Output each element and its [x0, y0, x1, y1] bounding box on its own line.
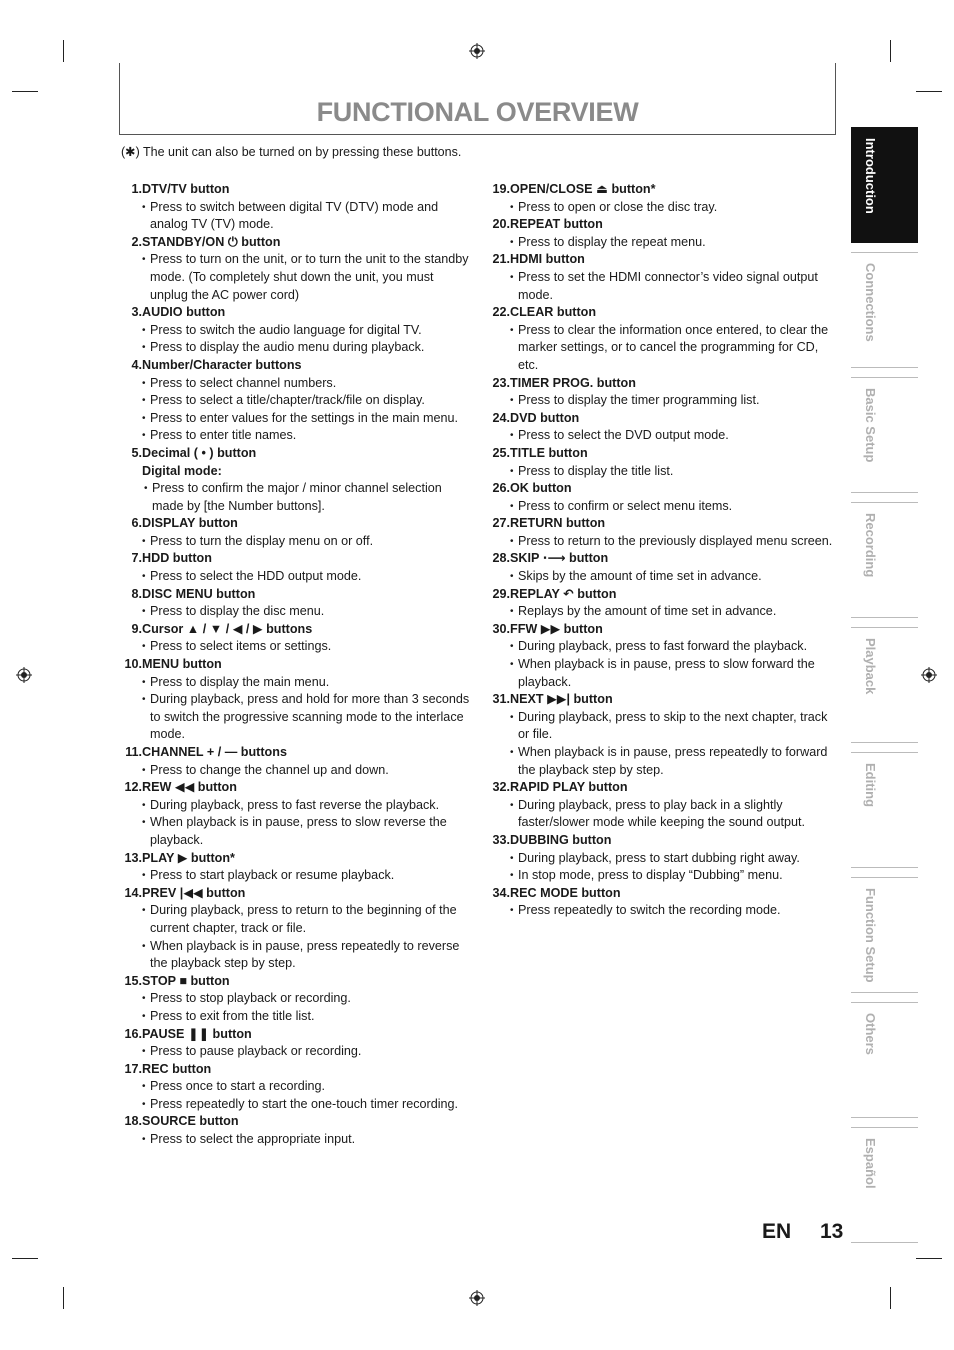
item-title: DTV/TV button [142, 182, 230, 196]
bullet-item: • Press to return to the previously displayed menu screen. [489, 533, 839, 551]
tab-function-setup[interactable] [851, 877, 918, 993]
function-item [121, 779, 471, 849]
bullet-list [121, 1131, 471, 1149]
function-item [489, 410, 839, 445]
bullet-item: • Press repeatedly to start the one-touch timer recording. [121, 1096, 471, 1114]
bullet-item: • Press to clear the information once entered, to clear the marker settings, or to cancel the programming for CD, etc. [489, 322, 839, 375]
item-title: OPEN/CLOSE ⏏ button* [510, 182, 656, 196]
bullet-item: • Press to enter values for the settings in the main menu. [121, 410, 471, 428]
function-item [121, 304, 471, 357]
function-item [489, 251, 839, 304]
bullet-item: • Press to turn on the unit, or to turn the unit to the standby mode. (To completely shut down the unit, you must unplug the AC power cord) [121, 251, 471, 304]
item-heading [121, 779, 471, 797]
item-number: 6. [131, 516, 142, 531]
item-heading [121, 850, 471, 868]
bullet-item: • Press to display the title list. [489, 463, 839, 481]
bullet-item: • Press to pause playback or recording. [121, 1043, 471, 1061]
item-heading [489, 251, 839, 269]
registration-mark-icon [16, 667, 32, 683]
item-title: Decimal ( • ) button [142, 445, 257, 460]
item-heading [121, 515, 471, 533]
item-heading [489, 304, 839, 322]
crop-mark [916, 91, 942, 92]
bullet-list [121, 251, 471, 304]
item-number: 33. [492, 832, 510, 847]
item-heading [121, 357, 471, 375]
left-column [121, 181, 471, 1149]
item-number: 28. [492, 551, 510, 566]
item-title: PREV |◀◀ button [142, 885, 246, 900]
bullet-list [121, 533, 471, 551]
item-heading [489, 586, 839, 604]
function-item [121, 850, 471, 885]
item-heading [121, 885, 471, 903]
item-number: 2. [131, 234, 142, 249]
item-number: 18. [124, 1114, 142, 1129]
item-heading [489, 691, 839, 709]
function-item [489, 216, 839, 251]
item-number: 21. [492, 252, 510, 267]
item-heading [121, 181, 471, 199]
bullet-item: • Press to start playback or resume playback. [121, 867, 471, 885]
bullet-item: • During playback, press to fast forward the playback. [489, 638, 839, 656]
function-item [489, 621, 839, 691]
bullet-item: • Press to exit from the title list. [121, 1008, 471, 1026]
bullet-list [121, 797, 471, 850]
function-item [489, 885, 839, 920]
function-item [121, 1061, 471, 1114]
bullet-list [121, 867, 471, 885]
function-item [121, 550, 471, 585]
item-title: MENU button [142, 657, 222, 672]
bullet-list [121, 480, 471, 515]
item-title: PLAY ▶ button* [142, 850, 235, 865]
item-number: 9. [131, 621, 142, 636]
item-heading [121, 973, 471, 991]
bullet-item: • Press to select the appropriate input. [121, 1131, 471, 1149]
function-item [489, 181, 839, 216]
item-number: 5. [131, 445, 142, 460]
item-number: 31. [492, 692, 510, 707]
bullet-list [489, 498, 839, 516]
item-number: 20. [492, 217, 510, 232]
bullet-item: • Replays by the amount of time set in advance. [489, 603, 839, 621]
bullet-list [489, 797, 839, 832]
bullet-item: • During playback, press to play back in a slightly faster/slower mode while keeping the sound output. [489, 797, 839, 832]
item-title: TITLE button [510, 445, 588, 460]
bullet-list [121, 762, 471, 780]
bullet-item: • When playback is in pause, press repeatedly to forward the playback step by step. [489, 744, 839, 779]
bullet-item: • Press to select items or settings. [121, 638, 471, 656]
item-heading [489, 216, 839, 234]
tab-label: Basic Setup [863, 388, 878, 463]
item-number: 17. [124, 1061, 142, 1076]
item-number: 29. [492, 586, 510, 601]
item-number: 11. [125, 745, 142, 759]
bullet-list [121, 638, 471, 656]
item-title: REC button [142, 1061, 212, 1076]
bullet-list [489, 322, 839, 375]
bullet-item: • During playback, press to skip to the next chapter, track or file. [489, 709, 839, 744]
bullet-list [489, 902, 839, 920]
function-item [489, 550, 839, 585]
tab-label: Español [863, 1138, 878, 1189]
bullet-list [121, 1078, 471, 1113]
bullet-item: • Press to confirm or select menu items. [489, 498, 839, 516]
right-column [489, 181, 839, 920]
bullet-item: • During playback, press to start dubbing right away. [489, 850, 839, 868]
item-title: REW ◀◀ button [142, 780, 237, 795]
bullet-item: • Press to stop playback or recording. [121, 990, 471, 1008]
item-heading [121, 550, 471, 568]
function-item [489, 375, 839, 410]
item-title: REPEAT button [510, 217, 603, 232]
function-item [489, 586, 839, 621]
item-number: 22. [492, 305, 510, 320]
item-title: DVD button [510, 410, 580, 425]
item-number: 23. [492, 375, 510, 390]
item-title: PAUSE ❚❚ button [142, 1026, 252, 1041]
bullet-item: • Press to display the audio menu during playback. [121, 339, 471, 357]
bullet-list [121, 199, 471, 234]
bullet-item: • Press to select the DVD output mode. [489, 427, 839, 445]
item-heading [489, 621, 839, 639]
item-heading [489, 832, 839, 850]
crop-mark [63, 1287, 64, 1309]
item-title: DUBBING button [510, 832, 612, 847]
bullet-item: • Press repeatedly to switch the recording mode. [489, 902, 839, 920]
bullet-list [121, 322, 471, 357]
item-title: Cursor ▲ / ▼ / ◀ / ▶ buttons [142, 621, 313, 636]
item-heading [489, 480, 839, 498]
item-heading [489, 550, 839, 568]
bullet-list [121, 1043, 471, 1061]
bullet-item: • During playback, press and hold for more than 3 seconds to switch the progressive scanning mode to the interlace mode. [121, 691, 471, 744]
language-label: EN [762, 1220, 792, 1243]
item-title: NEXT ▶▶| button [510, 692, 613, 707]
function-item [121, 885, 471, 973]
tab-recording[interactable] [851, 502, 918, 618]
bullet-item: • Press to enter title names. [121, 427, 471, 445]
item-title: SKIP ⋅⟶ button [510, 551, 609, 566]
bullet-item: • Press to select channel numbers. [121, 375, 471, 393]
bullet-item: • When playback is in pause, press to slow reverse the playback. [121, 814, 471, 849]
tab-label: Introduction [863, 138, 878, 214]
item-number: 3. [131, 305, 142, 320]
bullet-item: • Press to select a title/chapter/track/file on display. [121, 392, 471, 410]
bullet-item: • When playback is in pause, press repeatedly to reverse the playback step by step. [121, 938, 471, 973]
item-title: OK button [510, 481, 572, 496]
function-item [121, 181, 471, 234]
crop-mark [63, 40, 64, 62]
item-title: HDD button [142, 551, 212, 566]
bullet-item: • Press to switch the audio language for digital TV. [121, 322, 471, 340]
item-heading [121, 656, 471, 674]
item-title: CLEAR button [510, 305, 597, 320]
function-item [121, 656, 471, 744]
registration-mark-icon [469, 1290, 485, 1306]
bullet-item: • During playback, press to fast reverse the playback. [121, 797, 471, 815]
item-number: 14. [124, 885, 142, 900]
function-item [489, 779, 839, 832]
item-number: 8. [131, 586, 142, 601]
page-number: 13 [820, 1220, 844, 1243]
item-number: 10. [124, 657, 142, 672]
item-number: 4. [131, 357, 142, 372]
bullet-list [121, 375, 471, 445]
bullet-list [489, 533, 839, 551]
bullet-item: • Press to open or close the disc tray. [489, 199, 839, 217]
bullet-list [489, 269, 839, 304]
bullet-list [489, 850, 839, 885]
tab-espa-ol[interactable] [851, 1127, 918, 1243]
item-number: 19. [492, 182, 510, 196]
crop-mark [890, 40, 891, 62]
bullet-list [489, 199, 839, 217]
item-number: 32. [492, 780, 510, 795]
item-number: 16. [124, 1026, 142, 1041]
tab-label: Editing [863, 763, 878, 808]
function-item [121, 515, 471, 550]
bullet-list [489, 638, 839, 691]
function-item [489, 445, 839, 480]
item-title: REPLAY ↶ button [510, 586, 617, 601]
function-item [121, 1113, 471, 1148]
tab-label: Playback [863, 638, 878, 695]
bullet-item: • In stop mode, press to display “Dubbing” menu. [489, 867, 839, 885]
bullet-item: • Press to display the disc menu. [121, 603, 471, 621]
item-heading [121, 621, 471, 639]
function-item [121, 445, 471, 515]
item-number: 26. [492, 481, 510, 496]
item-heading [121, 586, 471, 604]
item-heading [489, 515, 839, 533]
bullet-item: • Press to switch between digital TV (DTV) mode and analog TV (TV) mode. [121, 199, 471, 234]
bullet-item: • Press to turn the display menu on or off. [121, 533, 471, 551]
bullet-item: • Press to confirm the major / minor channel selection made by [the Number buttons]. [121, 480, 471, 515]
item-number: 13. [124, 850, 142, 865]
item-heading [489, 410, 839, 428]
tab-others[interactable] [851, 1002, 918, 1118]
item-heading [121, 304, 471, 322]
bullet-item: • Press to display the repeat menu. [489, 234, 839, 252]
tab-connections[interactable] [851, 252, 918, 368]
item-title: RAPID PLAY button [510, 780, 628, 795]
bullet-item: • During playback, press to return to the beginning of the current chapter, track or file. [121, 902, 471, 937]
item-heading [489, 445, 839, 463]
item-title: RETURN button [510, 516, 606, 531]
bullet-item: • When playback is in pause, press to slow forward the playback. [489, 656, 839, 691]
item-number: 27. [492, 516, 510, 531]
function-item [489, 691, 839, 779]
item-number: 25. [492, 445, 510, 460]
tab-basic-setup[interactable] [851, 377, 918, 493]
item-title: AUDIO button [142, 305, 226, 320]
item-heading [121, 1061, 471, 1079]
item-heading [489, 779, 839, 797]
item-number: 12. [124, 780, 142, 795]
function-item [489, 832, 839, 885]
bullet-item: • Press to display the main menu. [121, 674, 471, 692]
function-item [121, 744, 471, 779]
item-heading [121, 445, 471, 463]
bullet-list [489, 427, 839, 445]
item-number: 1. [131, 182, 142, 196]
item-number: 7. [131, 551, 142, 566]
side-tabs [851, 127, 918, 1252]
item-heading [121, 744, 471, 762]
crop-mark [890, 1287, 891, 1309]
tab-playback[interactable] [851, 627, 918, 743]
crop-mark [12, 1258, 38, 1259]
item-title: STOP ■ button [142, 973, 230, 988]
tab-editing[interactable] [851, 752, 918, 868]
bullet-item: • Press to set the HDMI connector’s video signal output mode. [489, 269, 839, 304]
bullet-list [489, 603, 839, 621]
item-title: Number/Character buttons [142, 357, 302, 372]
function-item [489, 304, 839, 374]
bullet-item: • Skips by the amount of time set in advance. [489, 568, 839, 586]
registration-mark-icon [469, 43, 485, 59]
bullet-list [121, 990, 471, 1025]
page-title: FUNCTIONAL OVERVIEW [316, 97, 639, 127]
mode-label: Digital mode: [142, 463, 222, 478]
item-heading [489, 181, 839, 199]
item-title: STANDBY/ON ⏻ button [142, 234, 281, 249]
item-heading [121, 1026, 471, 1044]
item-title: REC MODE button [510, 885, 621, 900]
item-title: DISPLAY button [142, 516, 238, 531]
function-item [489, 480, 839, 515]
item-heading [489, 375, 839, 393]
item-number: 24. [492, 410, 510, 425]
tab-label: Connections [863, 263, 878, 342]
tab-introduction[interactable] [851, 127, 918, 243]
bullet-list [121, 902, 471, 972]
bullet-item: • Press to display the timer programming list. [489, 392, 839, 410]
item-heading [489, 885, 839, 903]
bullet-list [121, 674, 471, 744]
item-number: 30. [492, 621, 510, 636]
crop-mark [12, 91, 38, 92]
bullet-item: • Press to change the channel up and down. [121, 762, 471, 780]
item-title: FFW ▶▶ button [510, 621, 603, 636]
registration-mark-icon [921, 667, 937, 683]
bullet-item: • Press once to start a recording. [121, 1078, 471, 1096]
bullet-list [121, 603, 471, 621]
tab-label: Recording [863, 513, 878, 578]
item-title: SOURCE button [142, 1114, 239, 1129]
footnote: (✱) The unit can also be turned on by pressing these buttons. [121, 145, 462, 159]
function-item [121, 621, 471, 656]
bullet-list [489, 463, 839, 481]
function-item [121, 586, 471, 621]
function-item [489, 515, 839, 550]
bullet-list [489, 392, 839, 410]
function-item [121, 1026, 471, 1061]
bullet-list [489, 568, 839, 586]
tab-label: Function Setup [863, 888, 878, 983]
function-item [121, 973, 471, 1026]
title-frame [119, 63, 836, 135]
bullet-list [121, 568, 471, 586]
bullet-list [489, 234, 839, 252]
tab-label: Others [863, 1013, 878, 1055]
item-number: 15. [124, 973, 142, 988]
item-title: TIMER PROG. button [510, 375, 636, 390]
bullet-item: • Press to select the HDD output mode. [121, 568, 471, 586]
crop-mark [916, 1258, 942, 1259]
item-heading [121, 1113, 471, 1131]
function-item [121, 234, 471, 304]
item-title: HDMI button [510, 252, 585, 267]
item-number: 34. [492, 885, 510, 900]
bullet-list [489, 709, 839, 779]
function-item [121, 357, 471, 445]
item-title: CHANNEL + / — buttons [142, 745, 287, 759]
item-heading [121, 234, 471, 252]
item-title: DISC MENU button [142, 586, 256, 601]
